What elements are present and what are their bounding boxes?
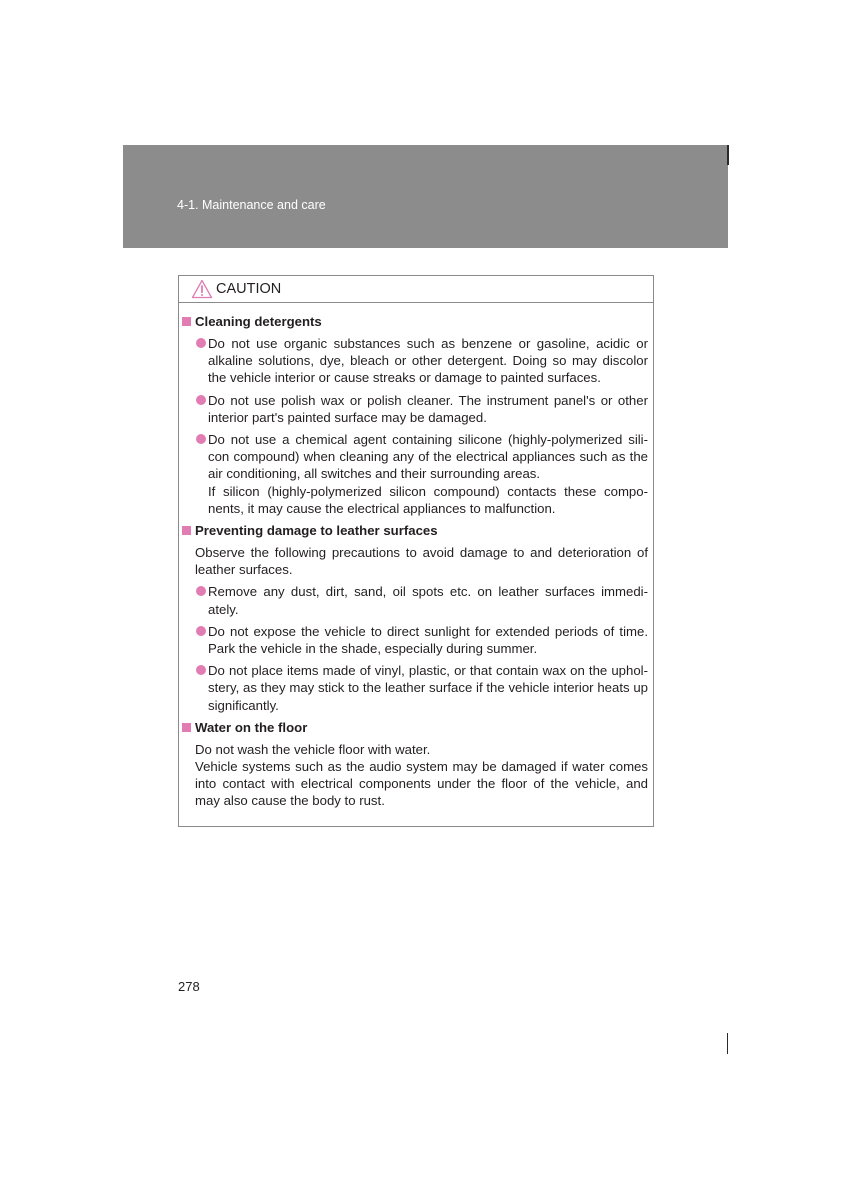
circle-bullet-icon [196, 665, 206, 675]
paragraph-line: Do not wash the vehicle floor with water. [195, 741, 431, 757]
circle-bullet-icon [196, 586, 206, 596]
section-heading-text: Water on the floor [195, 719, 308, 735]
section-heading [182, 313, 648, 330]
paragraph [182, 741, 648, 810]
square-bullet-icon [182, 317, 191, 326]
list-item-text: Remove any dust, dirt, sand, oil spots etc. on leather surfaces immedi-ately. [208, 584, 648, 617]
warning-triangle-icon [191, 279, 213, 299]
page-number: 278 [178, 979, 200, 994]
list-item-text: Do not expose the vehicle to direct sunlight for extended periods of time. Park the vehicle in the shade, especially during summer. [208, 623, 648, 657]
circle-bullet-icon [196, 395, 206, 405]
circle-bullet-icon [196, 434, 206, 444]
square-bullet-icon [182, 526, 191, 535]
list-item [182, 335, 648, 387]
section-heading-text: Preventing damage to leather surfaces [195, 523, 438, 539]
section-header-band [123, 145, 728, 248]
list-item [182, 583, 648, 617]
section-heading [182, 522, 648, 539]
list-item-note: If silicon (highly-polymerized silicon compound) contacts these compo-nents, it may cause the electrical appliances to malfunction. [208, 483, 648, 516]
list-item [182, 431, 648, 517]
section-heading-text: Cleaning detergents [195, 314, 322, 329]
page-edge-mark-bottom [727, 1033, 728, 1054]
section-heading [182, 719, 648, 736]
list-item-text: Do not place items made of vinyl, plastic, or that contain wax on the uphol-stery, as they may stick to the leather surface if the vehicle interior heats up significantly. [208, 663, 648, 713]
caution-header [179, 276, 653, 303]
list-item [182, 392, 648, 426]
list-item [182, 623, 648, 657]
list-item-text: Do not use polish wax or polish cleaner. The instrument panel's or other interior part's painted surface may be damaged. [208, 392, 648, 425]
list-item-text: Do not use organic substances such as benzene or gasoline, acidic or alkaline solutions, dye, bleach or other detergent. Doing so may discolor the vehicle interior or cause streaks or damage to painted surfaces. [208, 336, 648, 386]
page-edge-mark-top [727, 145, 729, 165]
paragraph-line: Vehicle systems such as the audio system may be damaged if water comes into contact with electrical components under the floor of the vehicle, and may also cause the body to rust. [195, 759, 648, 809]
circle-bullet-icon [196, 338, 206, 348]
section-title: 4-1. Maintenance and care [177, 198, 326, 212]
list-item-text: Do not use a chemical agent containing silicone (highly-polymerized sili-con compound) when cleaning any of the electrical appliances such as the air conditioning, all switches and their surrounding areas. [208, 432, 648, 482]
paragraph: Observe the following precautions to avoid damage to and deterioration of leather surfaces. [195, 545, 648, 578]
list-item-content [208, 431, 648, 517]
list-item [182, 662, 648, 714]
circle-bullet-icon [196, 626, 206, 636]
square-bullet-icon [182, 723, 191, 732]
caution-box [178, 275, 654, 827]
caution-label: CAUTION [216, 281, 282, 297]
caution-body [179, 303, 653, 810]
